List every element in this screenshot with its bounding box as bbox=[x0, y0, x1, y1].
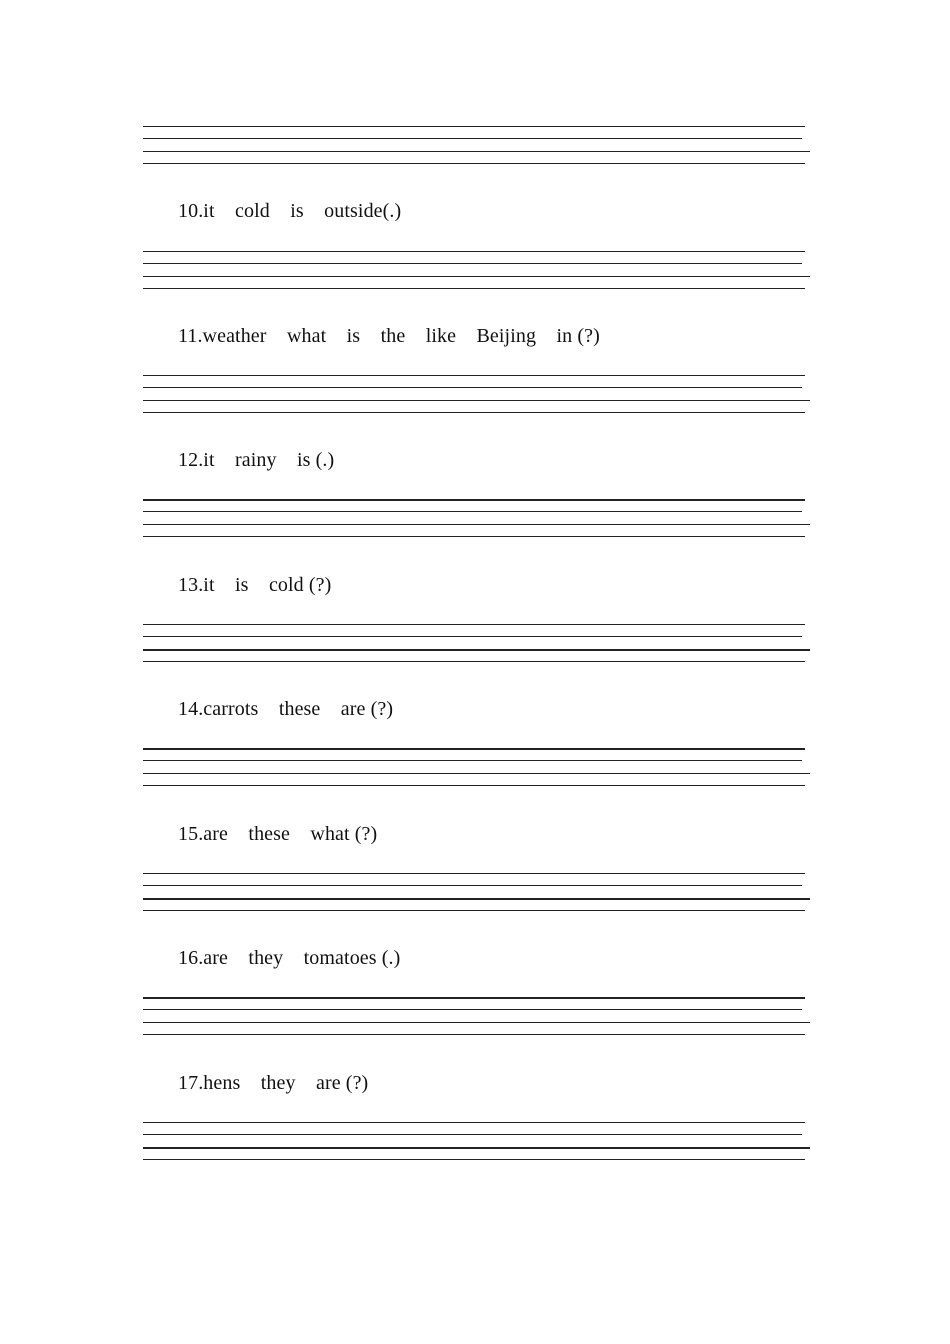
answer-lines bbox=[143, 748, 811, 790]
answer-lines bbox=[143, 624, 811, 666]
question-17: 17.hens they are (?) bbox=[178, 1072, 369, 1094]
answer-lines bbox=[143, 499, 811, 541]
question-15: 15.are these what (?) bbox=[178, 823, 378, 845]
answer-lines bbox=[143, 1122, 811, 1164]
question-12: 12.it rainy is (.) bbox=[178, 449, 335, 471]
answer-lines bbox=[143, 873, 811, 915]
answer-lines bbox=[143, 375, 811, 417]
question-13: 13.it is cold (?) bbox=[178, 574, 332, 596]
question-11: 11.weather what is the like Beijing in (?) bbox=[178, 325, 600, 347]
answer-lines bbox=[143, 997, 811, 1039]
question-16: 16.are they tomatoes (.) bbox=[178, 947, 401, 969]
answer-lines bbox=[143, 126, 811, 168]
question-10: 10.it cold is outside(.) bbox=[178, 200, 402, 222]
question-14: 14.carrots these are (?) bbox=[178, 698, 394, 720]
answer-lines bbox=[143, 251, 811, 293]
